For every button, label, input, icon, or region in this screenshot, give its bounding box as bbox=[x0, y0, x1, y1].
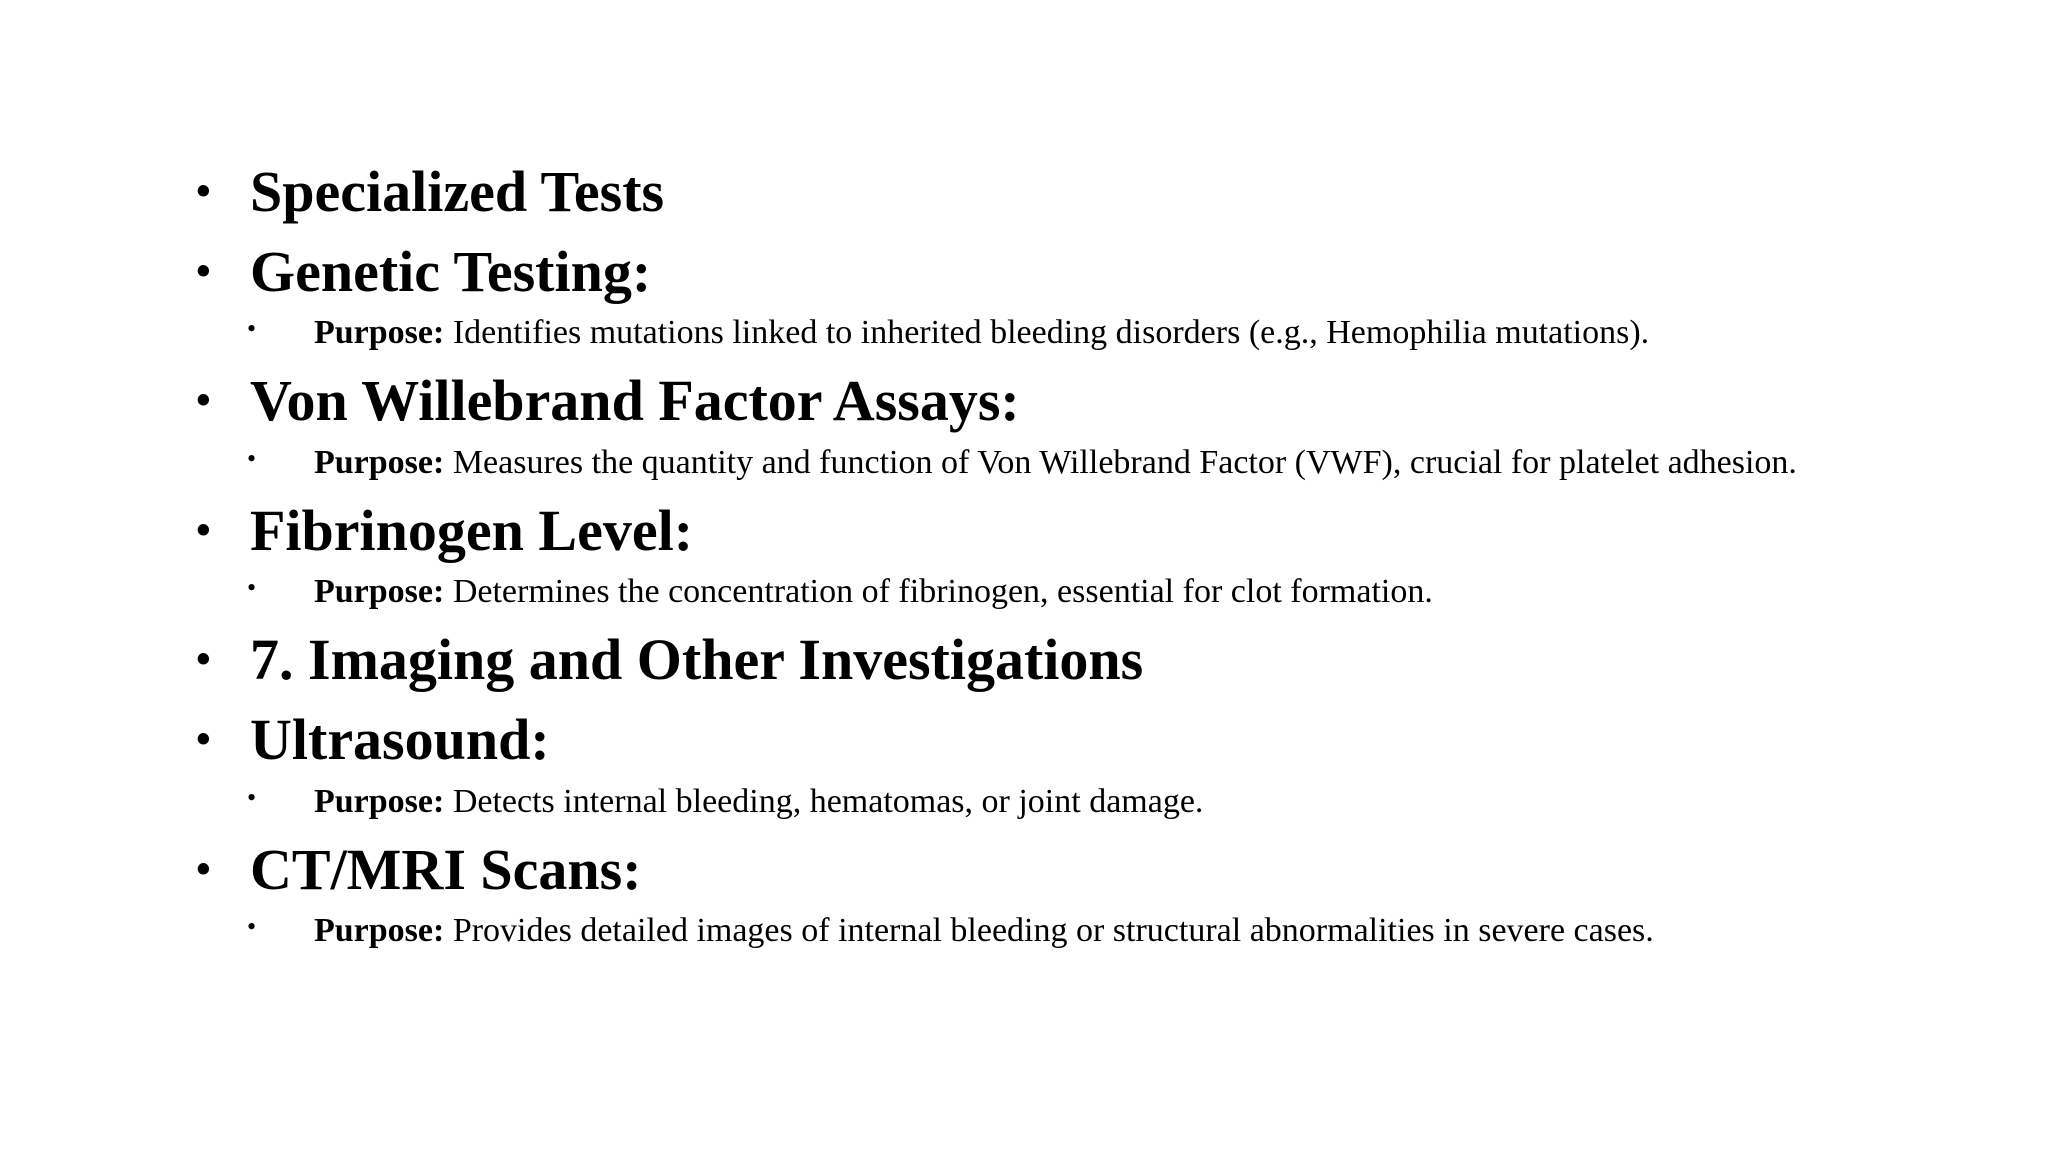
purpose-label: Purpose: bbox=[314, 444, 445, 481]
sub-bullet-text bbox=[314, 310, 1649, 356]
purpose-label: Purpose: bbox=[314, 912, 445, 949]
purpose-description: Determines the concentration of fibrinogen, essential for clot formation. bbox=[444, 573, 1433, 610]
purpose-label: Purpose: bbox=[314, 314, 445, 351]
bullet-heading: Specialized Tests bbox=[250, 159, 665, 224]
bullet-icon: • bbox=[196, 249, 211, 295]
bullet-heading: Ultrasound: bbox=[250, 707, 550, 772]
purpose-label: Purpose: bbox=[314, 573, 445, 610]
sub-bullet-text bbox=[314, 440, 1797, 486]
purpose-description: Detects internal bleeding, hematomas, or joint damage. bbox=[444, 783, 1204, 820]
sub-bullet-text bbox=[314, 779, 1203, 825]
bullet-heading: 7. Imaging and Other Investigations bbox=[250, 627, 1144, 692]
purpose-label: Purpose: bbox=[314, 783, 445, 820]
sub-bullet-text bbox=[314, 908, 1654, 954]
bullet-heading: Genetic Testing: bbox=[250, 239, 652, 304]
sub-bullet-icon: • bbox=[247, 783, 257, 812]
sub-bullet-icon: • bbox=[247, 444, 257, 473]
bullet-icon: • bbox=[196, 637, 211, 683]
purpose-description: Provides detailed images of internal bleeding or structural abnormalities in severe cases. bbox=[444, 912, 1654, 949]
bullet-icon: • bbox=[196, 378, 211, 424]
bullet-icon: • bbox=[196, 169, 211, 215]
bullet-icon: • bbox=[196, 717, 211, 763]
bullet-heading: Fibrinogen Level: bbox=[250, 498, 694, 563]
bullet-heading: Von Willebrand Factor Assays: bbox=[250, 368, 1020, 433]
bullet-heading: CT/MRI Scans: bbox=[250, 837, 642, 902]
sub-bullet-icon: • bbox=[247, 573, 257, 602]
purpose-description: Measures the quantity and function of Von Willebrand Factor (VWF), crucial for platelet adhesion. bbox=[444, 444, 1797, 481]
bullet-icon: • bbox=[196, 508, 211, 554]
sub-bullet-icon: • bbox=[247, 314, 257, 343]
sub-bullet-text bbox=[314, 569, 1433, 615]
purpose-description: Identifies mutations linked to inherited bleeding disorders (e.g., Hemophilia mutations). bbox=[444, 314, 1650, 351]
sub-bullet-icon: • bbox=[247, 912, 257, 941]
bullet-icon: • bbox=[196, 847, 211, 893]
